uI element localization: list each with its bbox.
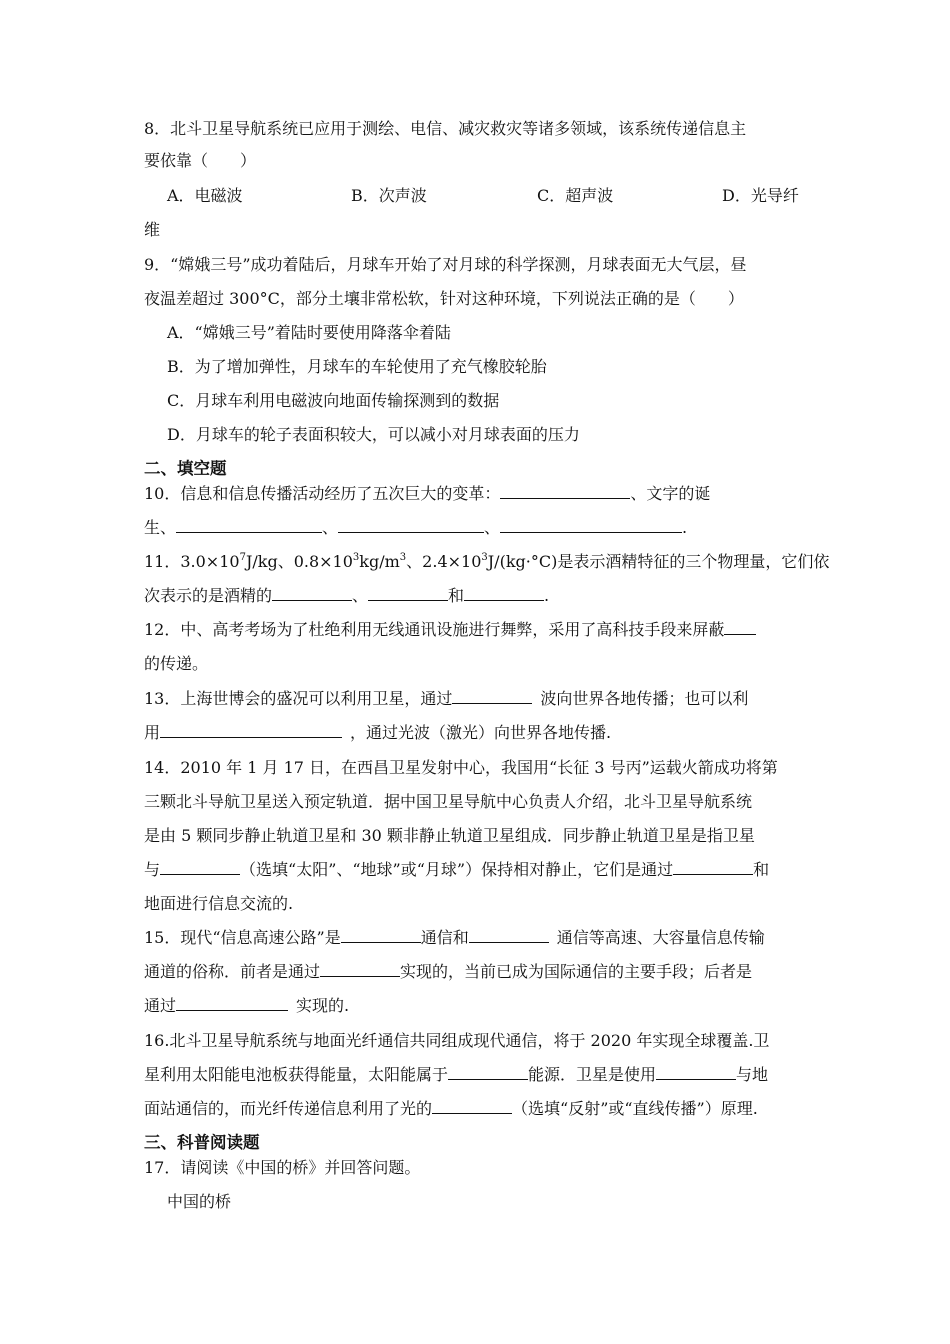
q11-text: J/(kg·°C)是表示酒精特征的三个物理量，它们依 (487, 552, 830, 571)
q15-text: 通过 (144, 996, 177, 1015)
answer-blank (320, 962, 400, 977)
q9-option-d: D．月球车的轮子表面积较大，可以减小对月球表面的压力 (167, 425, 580, 444)
q14-text: （选填“太阳”、“地球”或“月球”）保持相对静止，它们是通过 (240, 860, 674, 879)
q10-text: 、 (322, 518, 339, 537)
q13-text: ，通过光波（激光）向世界各地传播. (350, 723, 612, 742)
q14-line4 (144, 860, 769, 880)
q15-text: 实现的. (296, 996, 350, 1015)
q14-text: 与 (144, 860, 161, 879)
q11-text: 、2.4×10 (406, 552, 482, 571)
answer-blank (338, 518, 484, 533)
q13-line1 (144, 689, 748, 709)
q14-line2: 三颗北斗导航卫星送入预定轨道．据中国卫星导航中心负责人介绍，北斗卫星导航系统 (144, 792, 753, 811)
q11-text: . (544, 586, 550, 605)
q9-option-c: C．月球车利用电磁波向地面传输探测到的数据 (167, 391, 500, 410)
q8-option-a: A．电磁波 (167, 186, 243, 205)
q10-text: 生、 (144, 518, 177, 537)
q17-passage-title: 中国的桥 (167, 1192, 232, 1211)
q9-option-a: A．“嫦娥三号”着陆时要使用降落伞着陆 (167, 323, 451, 342)
answer-blank (160, 723, 342, 738)
q16-text: 能源．卫星是使用 (528, 1065, 657, 1084)
answer-blank (500, 518, 682, 533)
q16-text: （选填“反射”或“直线传播”）原理. (512, 1099, 758, 1118)
q9-stem-line1: 9．“嫦娥三号”成功着陆后，月球车开始了对月球的科学探测，月球表面无大气层，昼 (144, 255, 747, 274)
answer-blank (448, 1065, 528, 1080)
q11-text: 、 (352, 586, 369, 605)
q14-line3: 是由 5 颗同步静止轨道卫星和 30 颗非静止轨道卫星组成．同步静止轨道卫星是指卫星 (144, 826, 755, 845)
answer-blank (724, 620, 756, 635)
q14-line5: 地面进行信息交流的. (144, 894, 294, 913)
section-heading-reading: 三、科普阅读题 (144, 1133, 260, 1152)
q14-text: 和 (753, 860, 770, 879)
answer-blank (368, 586, 448, 601)
q15-text: 通道的俗称．前者是通过 (144, 962, 321, 981)
exponent: 7 (239, 551, 246, 563)
answer-blank (432, 1099, 512, 1114)
q13-line2 (144, 723, 611, 743)
q11-line1 (144, 552, 829, 572)
q8-stem-line2: 要依靠（ ） (144, 151, 257, 170)
answer-blank (341, 928, 421, 943)
q12-line2: 的传递。 (144, 654, 209, 673)
q10-text: . (682, 518, 688, 537)
q13-text: 用 (144, 723, 161, 742)
q15-line1 (144, 928, 765, 948)
q8-option-b: B．次声波 (351, 186, 427, 205)
q16-text: 与地 (736, 1065, 769, 1084)
answer-blank (176, 996, 288, 1011)
q15-text: 实现的，当前已成为国际通信的主要手段；后者是 (400, 962, 753, 981)
q15-text: 15．现代“信息高速公路”是 (144, 928, 341, 947)
answer-blank (160, 860, 240, 875)
q13-text: 13．上海世博会的盛况可以利用卫星，通过 (144, 689, 453, 708)
q15-text: 通信和 (420, 928, 469, 947)
q10-text: 10．信息和信息传播活动经历了五次巨大的变革： (144, 484, 501, 503)
answer-blank (176, 518, 322, 533)
exponent: 3 (399, 551, 407, 563)
q10-text: 、文字的诞 (630, 484, 711, 503)
q13-text: 波向世界各地传播；也可以利 (540, 689, 749, 708)
q11-line2 (144, 586, 549, 606)
q8-option-c: C．超声波 (537, 186, 614, 205)
exponent: 3 (352, 551, 360, 563)
answer-blank (673, 860, 753, 875)
q8-option-d: D．光导纤 (722, 186, 799, 205)
q16-text: 面站通信的，而光纤传递信息利用了光的 (144, 1099, 433, 1118)
q16-text: 星利用太阳能电池板获得能量，太阳能属于 (144, 1065, 449, 1084)
q16-line2 (144, 1065, 768, 1085)
q15-text: 通信等高速、大容量信息传输 (556, 928, 765, 947)
q15-line2 (144, 962, 752, 982)
q10-line2 (144, 518, 687, 538)
answer-blank (656, 1065, 736, 1080)
answer-blank (452, 689, 532, 704)
q16-line3 (144, 1099, 758, 1119)
q12-text: 12．中、高考考场为了杜绝利用无线通讯设施进行舞弊，采用了高科技手段来屏蔽 (144, 620, 725, 639)
answer-blank (500, 484, 630, 499)
section-heading-fill-in: 二、填空题 (144, 459, 227, 478)
q16-line1: 16.北斗卫星导航系统与地面光纤通信共同组成现代通信，将于 2020 年实现全球覆盖.卫 (144, 1031, 770, 1050)
q8-stem-line1: 8．北斗卫星导航系统已应用于测绘、电信、减灾救灾等诸多领域，该系统传递信息主 (144, 119, 747, 138)
q11-text: 和 (448, 586, 465, 605)
q10-text: 、 (484, 518, 501, 537)
q11-text: 11．3.0×10 (144, 552, 240, 571)
exponent: 3 (481, 551, 488, 563)
q11-text: 次表示的是酒精的 (144, 586, 273, 605)
q14-line1: 14．2010 年 1 月 17 日，在西昌卫星发射中心，我国用“长征 3 号丙”运载火箭成功将第 (144, 758, 778, 777)
q17-line1: 17．请阅读《中国的桥》并回答问题。 (144, 1158, 421, 1177)
q8-option-d-continued: 维 (144, 220, 161, 239)
q15-line3 (144, 996, 349, 1016)
q11-text: kg/m (359, 552, 400, 571)
q9-stem-line2: 夜温差超过 300°C，部分土壤非常松软，针对这种环境，下列说法正确的是（ ） (144, 289, 744, 308)
answer-blank (464, 586, 544, 601)
q12-line1 (144, 620, 756, 640)
q10-line1 (144, 484, 710, 504)
q11-text: J/kg、0.8×10 (245, 552, 353, 571)
answer-blank (272, 586, 352, 601)
answer-blank (469, 928, 549, 943)
q9-option-b: B．为了增加弹性，月球车的车轮使用了充气橡胶轮胎 (167, 357, 547, 376)
